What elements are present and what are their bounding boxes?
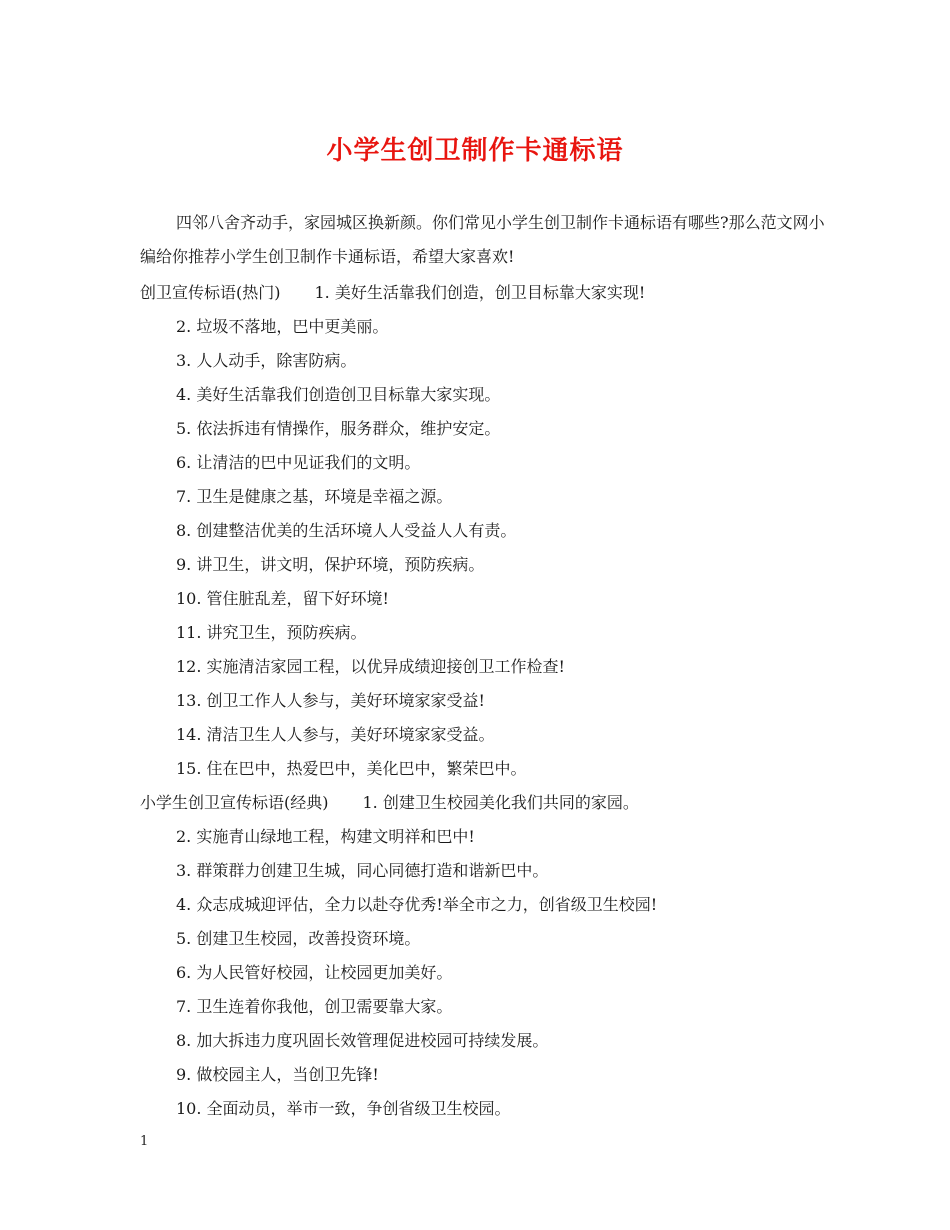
slogan-item: 7. 卫生是健康之基，环境是幸福之源。 [176,487,453,506]
slogan-item: 10. 管住脏乱差，留下好环境! [176,589,389,608]
section-heading-label: 小学生创卫宣传标语(经典) [140,793,329,812]
slogan-item: 4. 众志成城迎评估，全力以赴夺优秀!举全市之力，创省级卫生校园! [176,895,658,914]
slogan-item: 8. 加大拆违力度巩固长效管理促进校园可持续发展。 [176,1031,549,1050]
document-title: 小学生创卫制作卡通标语 [326,136,624,166]
section-heading-classic [140,786,639,820]
slogan-item: 15. 住在巴中，热爱巴中，美化巴中，繁荣巴中。 [176,759,527,778]
intro-paragraph: 四邻八舍齐动手，家园城区换新颜。你们常见小学生创卫制作卡通标语有哪些?那么范文网小编给你推荐小学生创卫制作卡通标语，希望大家喜欢! [140,213,825,266]
slogan-item: 1. 创建卫生校园美化我们共同的家园。 [362,793,639,812]
slogan-item: 5. 创建卫生校园，改善投资环境。 [176,929,421,948]
slogan-item: 3. 人人动手，除害防病。 [176,351,357,370]
slogan-item: 4. 美好生活靠我们创造创卫目标靠大家实现。 [176,385,501,404]
slogan-item: 9. 做校园主人，当创卫先锋! [176,1065,379,1084]
slogan-item: 12. 实施清洁家园工程，以优异成绩迎接创卫工作检查! [176,657,565,676]
slogan-item: 14. 清洁卫生人人参与，美好环境家家受益。 [176,725,495,744]
slogan-item: 8. 创建整洁优美的生活环境人人受益人人有责。 [176,521,517,540]
slogan-item: 11. 讲究卫生，预防疾病。 [176,623,367,642]
slogan-item: 6. 让清洁的巴中见证我们的文明。 [176,453,421,472]
section-heading-label: 创卫宣传标语(热门) [140,283,281,302]
slogan-item: 3. 群策群力创建卫生城，同心同德打造和谐新巴中。 [176,861,549,880]
section-heading-hot [140,276,645,310]
slogan-item: 2. 垃圾不落地，巴中更美丽。 [176,317,389,336]
slogan-item: 7. 卫生连着你我他，创卫需要靠大家。 [176,997,453,1016]
slogan-item: 6. 为人民管好校园，让校园更加美好。 [176,963,453,982]
slogan-item: 1. 美好生活靠我们创造，创卫目标靠大家实现! [314,283,646,302]
slogan-item: 9. 讲卫生，讲文明，保护环境，预防疾病。 [176,555,485,574]
slogan-item: 13. 创卫工作人人参与，美好环境家家受益! [176,691,485,710]
slogan-item: 5. 依法拆违有情操作，服务群众，维护安定。 [176,419,501,438]
slogan-item: 10. 全面动员，举市一致，争创省级卫生校园。 [176,1099,511,1118]
slogan-item: 2. 实施青山绿地工程，构建文明祥和巴中! [176,827,475,846]
page-number: 1 [140,1134,149,1149]
